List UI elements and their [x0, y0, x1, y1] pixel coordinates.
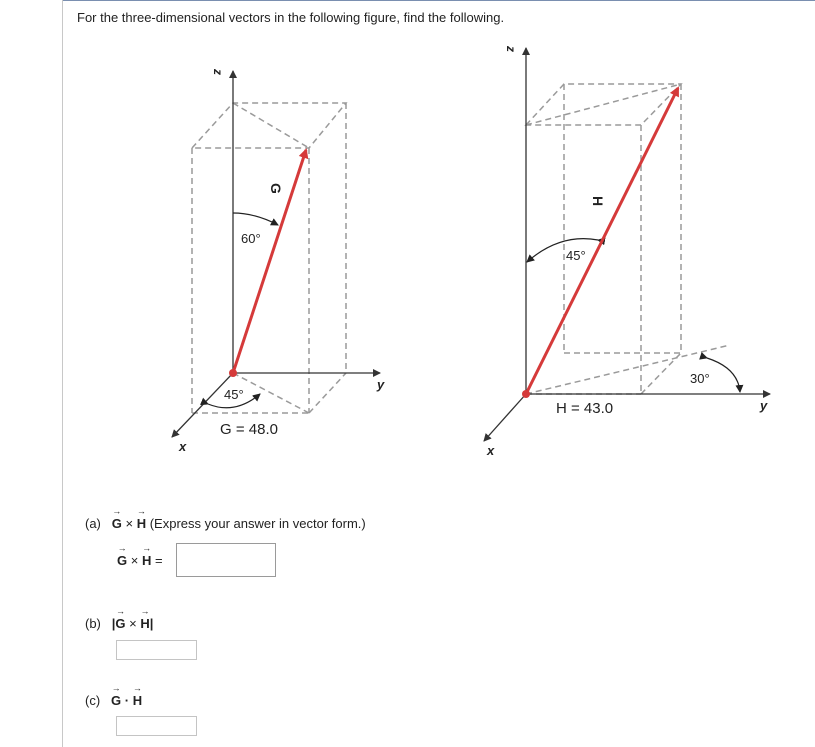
right-angle-arc-30 — [707, 358, 740, 392]
left-angle-60-label: 60° — [241, 231, 261, 246]
h-magnitude-label: H = 43.0 — [556, 400, 614, 417]
part-b-label: (b) — [85, 616, 101, 631]
right-axes — [484, 48, 770, 441]
vector-h-arrow — [526, 88, 678, 394]
left-origin-dot — [229, 369, 237, 377]
right-vector-label: H — [590, 196, 606, 207]
part-a-answer-prefix — [117, 543, 163, 568]
part-c-vec-h: → H — [132, 683, 143, 708]
right-panel — [484, 45, 770, 458]
part-a-vec-g: → G — [111, 506, 122, 531]
left-axes — [172, 71, 380, 437]
left-angle-45-label: 45° — [224, 387, 244, 402]
right-dashed-box — [526, 84, 730, 394]
prefix-equals: = — [154, 553, 163, 568]
part-c-question — [85, 683, 143, 708]
part-c-op: · — [124, 693, 130, 708]
g-magnitude-label: G = 48.0 — [220, 421, 278, 438]
part-b-close-bar: | — [149, 616, 154, 631]
part-a-vec-h: → H — [136, 506, 147, 531]
right-angle-30-label: 30° — [690, 371, 710, 386]
part-c-answer-input[interactable] — [116, 716, 197, 736]
left-angle-arc-60 — [233, 213, 278, 225]
part-a-question — [85, 506, 366, 531]
left-vector-label: G — [268, 183, 284, 194]
prefix-op: × — [130, 553, 139, 568]
left-x-label: x — [179, 439, 187, 454]
prefix-vec-g: → G — [117, 543, 128, 568]
left-y-label: y — [377, 377, 385, 392]
part-b-op: × — [129, 616, 137, 631]
right-x-label: x — [487, 443, 495, 458]
right-x-axis — [484, 394, 526, 441]
right-y-label: y — [760, 398, 768, 413]
part-c-label: (c) — [85, 693, 101, 708]
right-origin-dot — [522, 390, 530, 398]
left-panel — [172, 68, 385, 454]
part-b-open-bar: | — [111, 616, 116, 631]
part-a-label: (a) — [85, 516, 101, 531]
right-angle-45-label: 45° — [566, 248, 586, 263]
right-z-label: z — [504, 46, 518, 52]
part-b-vec-g: → G — [115, 606, 126, 631]
left-z-label: z — [211, 69, 225, 75]
part-b-answer-input[interactable] — [116, 640, 197, 660]
problem-statement: For the three-dimensional vectors in the following figure, find the following. — [77, 10, 505, 25]
part-c-vec-g: → G — [111, 683, 122, 708]
part-b-question — [85, 606, 154, 631]
part-a-op: × — [125, 516, 134, 531]
left-dashed-box — [192, 103, 346, 413]
prefix-vec-h: → H — [141, 543, 152, 568]
part-a-instruction: (Express your answer in vector form.) — [149, 516, 366, 531]
right-angle-arc-45 — [527, 239, 598, 262]
part-b-vec-h: → H — [140, 606, 150, 631]
part-a-answer-input[interactable] — [176, 543, 276, 577]
